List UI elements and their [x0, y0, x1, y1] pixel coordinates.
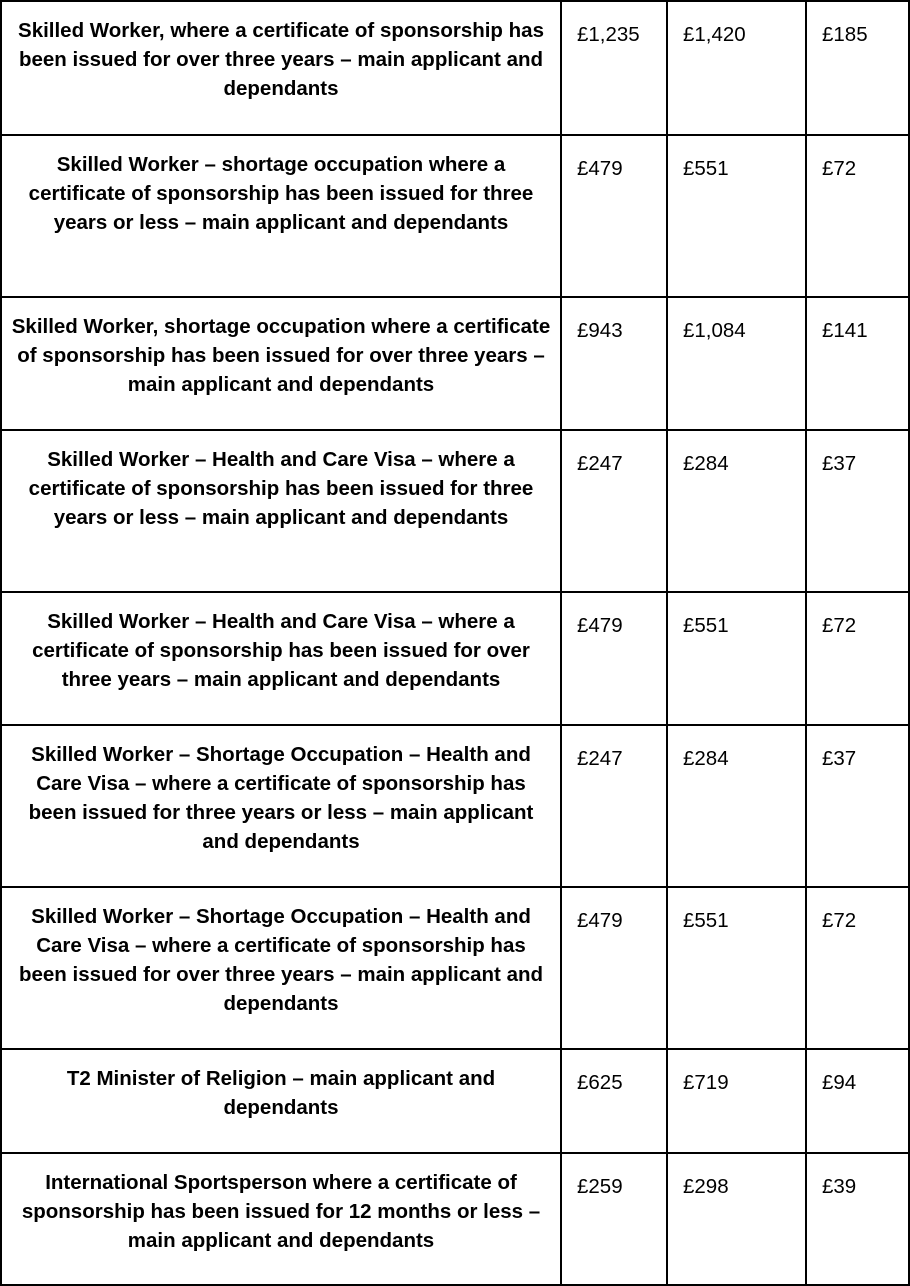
proposed-fee-cell: £551: [667, 592, 806, 725]
current-fee-cell: £1,235: [561, 1, 667, 135]
fee-change-cell: £37: [806, 725, 909, 887]
visa-category-cell: Skilled Worker – Health and Care Visa – where a certificate of sponsorship has been issued for over three years – main applicant and dependants: [1, 592, 561, 725]
current-fee-cell: £479: [561, 592, 667, 725]
proposed-fee-cell: £284: [667, 725, 806, 887]
fee-change-cell: £37: [806, 430, 909, 592]
visa-category-cell: T2 Minister of Religion – main applicant and dependants: [1, 1049, 561, 1153]
visa-category-cell: Skilled Worker – Shortage Occupation – Health and Care Visa – where a certificate of sponsorship has been issued for over three years – main applicant and dependants: [1, 887, 561, 1049]
table-row: [1, 1049, 909, 1153]
fee-change-cell: £39: [806, 1153, 909, 1285]
proposed-fee-cell: £1,084: [667, 297, 806, 430]
proposed-fee-cell: £551: [667, 135, 806, 297]
current-fee-cell: £259: [561, 1153, 667, 1285]
visa-category-cell: Skilled Worker, where a certificate of sponsorship has been issued for over three years – main applicant and dependants: [1, 1, 561, 135]
table-row: [1, 887, 909, 1049]
fee-change-cell: £72: [806, 887, 909, 1049]
current-fee-cell: £247: [561, 725, 667, 887]
current-fee-cell: £479: [561, 887, 667, 1049]
table-row: [1, 1153, 909, 1285]
proposed-fee-cell: £298: [667, 1153, 806, 1285]
current-fee-cell: £625: [561, 1049, 667, 1153]
current-fee-cell: £943: [561, 297, 667, 430]
fee-change-cell: £72: [806, 592, 909, 725]
visa-category-cell: Skilled Worker – Health and Care Visa – where a certificate of sponsorship has been issued for three years or less – main applicant and dependants: [1, 430, 561, 592]
fee-change-cell: £94: [806, 1049, 909, 1153]
table-row: [1, 135, 909, 297]
proposed-fee-cell: £284: [667, 430, 806, 592]
table-row: [1, 297, 909, 430]
fee-change-cell: £72: [806, 135, 909, 297]
visa-category-cell: International Sportsperson where a certificate of sponsorship has been issued for 12 months or less – main applicant and dependants: [1, 1153, 561, 1285]
visa-category-cell: Skilled Worker, shortage occupation where a certificate of sponsorship has been issued for over three years – main applicant and dependants: [1, 297, 561, 430]
visa-category-cell: Skilled Worker – Shortage Occupation – Health and Care Visa – where a certificate of sponsorship has been issued for three years or less – main applicant and dependants: [1, 725, 561, 887]
table-row: [1, 430, 909, 592]
visa-category-cell: Skilled Worker – shortage occupation where a certificate of sponsorship has been issued for three years or less – main applicant and dependants: [1, 135, 561, 297]
fee-change-cell: £141: [806, 297, 909, 430]
table-row: [1, 592, 909, 725]
current-fee-cell: £479: [561, 135, 667, 297]
proposed-fee-cell: £1,420: [667, 1, 806, 135]
proposed-fee-cell: £551: [667, 887, 806, 1049]
proposed-fee-cell: £719: [667, 1049, 806, 1153]
table-row: [1, 725, 909, 887]
table-row: [1, 1, 909, 135]
fee-change-cell: £185: [806, 1, 909, 135]
current-fee-cell: £247: [561, 430, 667, 592]
